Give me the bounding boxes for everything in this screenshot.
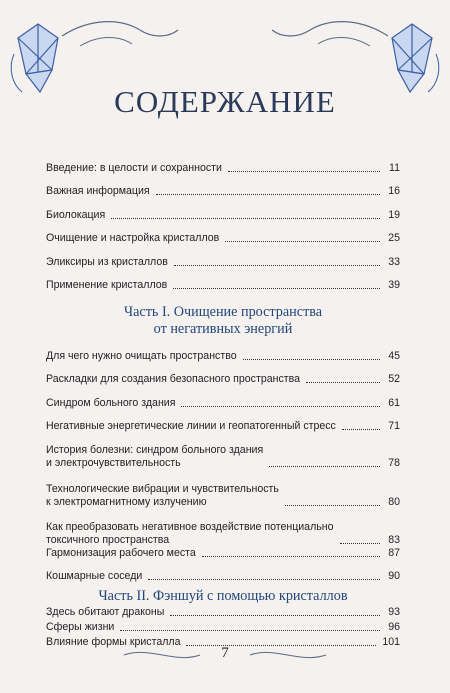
toc-entry[interactable]: [46, 521, 400, 547]
toc-entry[interactable]: [46, 185, 400, 198]
toc-page-number: 45: [388, 350, 400, 362]
toc-entry-label: Для чего нужно очищать пространство: [46, 350, 237, 362]
toc-entry[interactable]: [46, 209, 400, 222]
toc-page-number: 80: [388, 496, 400, 508]
toc-page-number: 101: [382, 636, 400, 648]
toc-entry-label: Введение: в целости и сохранности: [46, 162, 222, 174]
toc-entry[interactable]: [46, 420, 400, 433]
toc-entry[interactable]: [46, 621, 400, 634]
toc-entry[interactable]: [46, 232, 400, 245]
toc-entry-label-line: Технологические вибрации и чувствительность: [46, 483, 279, 495]
leader-dots: [170, 615, 380, 616]
toc-entry[interactable]: [46, 547, 400, 560]
toc-page-number: 11: [389, 162, 400, 174]
toc-entry[interactable]: [46, 162, 400, 175]
toc-page-number: 78: [388, 457, 400, 469]
toc-entry[interactable]: [46, 606, 400, 619]
toc-page-number: 83: [388, 534, 400, 546]
toc-page-number: 19: [388, 209, 400, 221]
toc-page-number: 90: [388, 570, 400, 582]
leader-dots: [202, 556, 380, 557]
leader-dots: [342, 429, 380, 430]
toc-page-number: 71: [388, 420, 400, 432]
leader-dots: [228, 171, 380, 172]
leader-dots: [156, 194, 380, 195]
toc-entry-label-line: История болезни: синдром больного здания: [46, 444, 264, 456]
leader-dots: [340, 543, 380, 544]
swirl-ornament-left-icon: [60, 16, 180, 56]
page-title: СОДЕРЖАНИЕ: [114, 84, 336, 119]
toc-entry-label: Эликсиры из кристаллов: [46, 256, 168, 268]
toc-entry-label-line: токсичного пространства: [46, 534, 170, 546]
leader-dots: [173, 288, 380, 289]
toc-entry-label: [46, 444, 263, 470]
toc-page-number: 39: [388, 279, 400, 291]
toc-entry-label: Кошмарные соседи: [46, 570, 143, 582]
toc-entry[interactable]: [46, 570, 400, 583]
toc-entry[interactable]: [46, 483, 400, 509]
part-heading: [46, 304, 400, 338]
page-number: 7: [221, 645, 229, 661]
toc-page-number: 52: [388, 373, 400, 385]
leader-dots: [120, 630, 380, 631]
toc-entry-label: Важная информация: [46, 185, 150, 197]
leader-dots: [181, 406, 380, 407]
toc-page-number: 25: [388, 232, 400, 244]
toc-entry-label: Очищение и настройка кристаллов: [46, 232, 220, 244]
toc-entry[interactable]: [46, 256, 400, 269]
toc-entry-label: Негативные энергетические линии и геопатогенный стресс: [46, 420, 336, 432]
toc-entry-label-line: к электромагнитному излучению: [46, 496, 207, 508]
swirl-ornament-right-icon: [270, 16, 390, 56]
toc-entry[interactable]: [46, 397, 400, 410]
toc-page-number: 93: [388, 606, 400, 618]
part-heading-line: Часть I. Очищение пространства: [123, 304, 323, 320]
toc-entry-label: Синдром больного здания: [46, 397, 176, 409]
toc-entry-label-line: Как преобразовать негативное воздействие потенциально: [46, 521, 334, 533]
toc-entry[interactable]: [46, 279, 400, 292]
toc-entry-label: Биолокация: [46, 209, 106, 221]
toc-entry-label: Гармонизация рабочего места: [46, 547, 196, 559]
toc-entry-label: Здесь обитают драконы: [46, 606, 165, 618]
leader-dots: [285, 505, 380, 506]
toc-entry[interactable]: [46, 373, 400, 386]
part-heading-line: от негативных энергий: [153, 321, 293, 337]
toc-page-number: 16: [388, 185, 400, 197]
toc-entry[interactable]: [46, 350, 400, 363]
toc-entry[interactable]: [46, 444, 400, 470]
toc-page-number: 33: [388, 256, 400, 268]
toc-entry-label: Влияние формы кристалла: [46, 636, 181, 648]
toc-entry-label-line: и электрочувствительность: [46, 457, 181, 469]
leader-dots: [306, 382, 380, 383]
toc-entry-label: [46, 483, 279, 509]
leader-dots: [243, 359, 380, 360]
leader-dots: [174, 265, 380, 266]
leader-dots: [148, 579, 380, 580]
toc-entry-label: Раскладки для создания безопасного пространства: [46, 373, 301, 385]
toc-page-number: 96: [388, 621, 400, 633]
part-heading: Часть II. Фэншуй с помощью кристаллов: [98, 588, 348, 604]
toc-entry-label: [46, 521, 334, 547]
leader-dots: [225, 241, 380, 242]
toc-entry-label: Сферы жизни: [46, 621, 115, 633]
leader-dots: [269, 466, 380, 467]
toc-entry-label: Применение кристаллов: [46, 279, 168, 291]
leader-dots: [111, 218, 380, 219]
toc-page-number: 87: [388, 547, 400, 559]
toc-page-number: 61: [388, 397, 400, 409]
